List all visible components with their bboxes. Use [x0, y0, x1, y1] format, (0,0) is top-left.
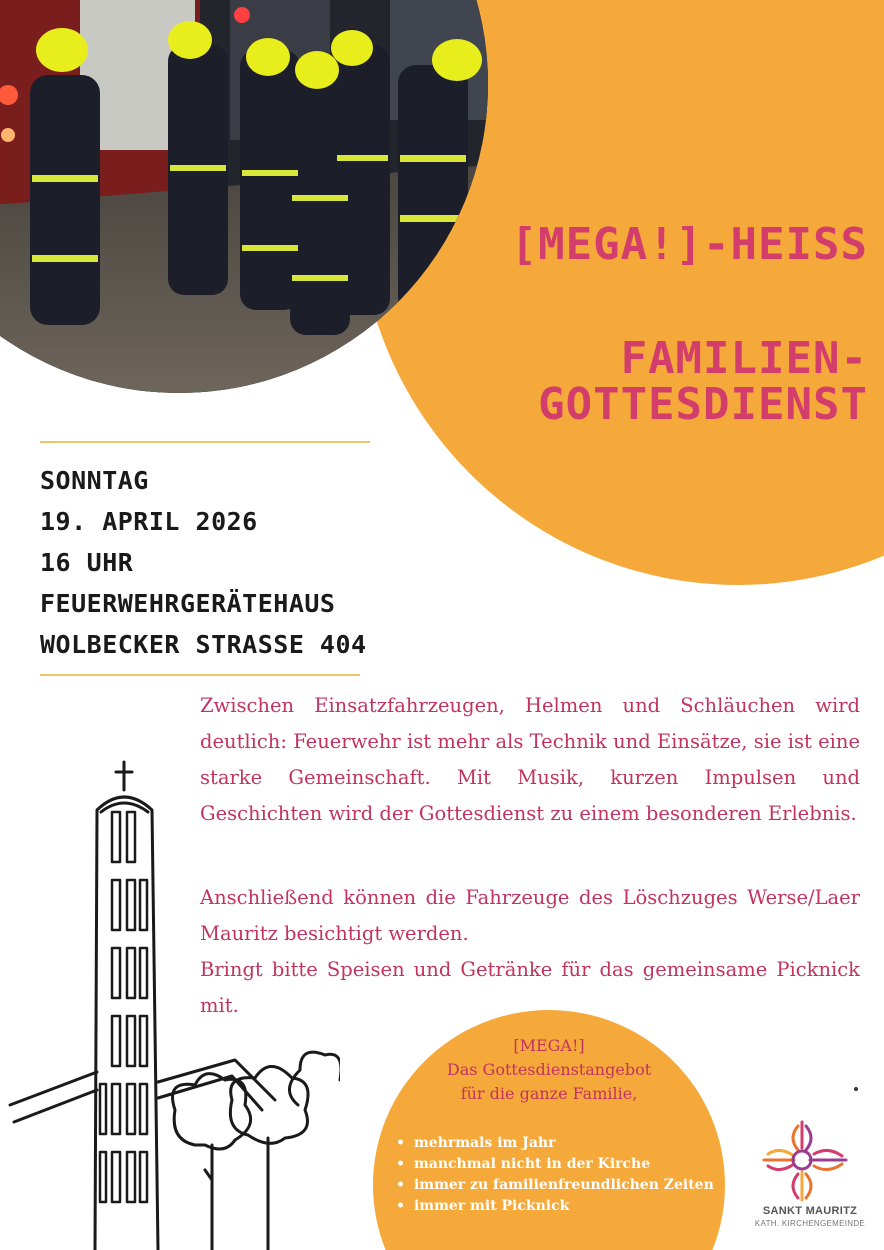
offer-bullet: • mehrmals im Jahr — [396, 1133, 714, 1154]
headline-line-gottesdienst: GOTTESDIENST — [538, 379, 868, 430]
event-date: 19. APRIL 2026 — [40, 507, 258, 536]
firefighters-photo — [0, 0, 488, 393]
offer-subtitle-1: Das Gottesdienstangebot — [446, 1060, 652, 1079]
offer-bullet: • manchmal nicht in der Kirche — [396, 1154, 714, 1175]
divider-bottom — [40, 674, 360, 676]
offer-title: [MEGA!] — [513, 1036, 585, 1055]
description-paragraph-1: Zwischen Einsatzfahrzeugen, Helmen und Schläuchen wird deutlich: Feuerwehr ist mehr als Technik und Einsätze, sie ist eine starke Gemeinschaft. Mit Musik, kurzen Impulsen und Geschichten wird der Gottesdienst zu einem besonderen Erlebnis. — [200, 694, 860, 825]
event-details — [40, 460, 367, 665]
logo-name: SANKT MAURITZ — [762, 1205, 858, 1217]
firefighters-illustration — [0, 0, 488, 393]
offer-bullet: • immer mit Picknick — [396, 1196, 714, 1217]
divider-top — [40, 441, 370, 443]
logo-subtitle: KATH. KIRCHENGEMEINDE — [754, 1219, 866, 1228]
headline-mega-heiss: [MEGA!]-HEISS — [510, 219, 868, 270]
description-paragraph-3: Bringt bitte Speisen und Getränke für das gemeinsame Picknick mit. — [200, 958, 860, 1017]
description-paragraph-2: Anschließend können die Fahrzeuge des Löschzuges Werse/Laer Mauritz besichtigt werden. — [200, 886, 860, 945]
church-tower-drawing-icon — [0, 750, 340, 1250]
sankt-mauritz-cross-logo-icon — [758, 1118, 854, 1204]
offer-bullet: • immer zu familienfreundlichen Zeiten — [396, 1175, 714, 1196]
headline-familiengottesdienst — [538, 333, 868, 430]
headline-line-familien: FAMILIEN- — [620, 333, 868, 384]
event-time: 16 UHR — [40, 548, 134, 577]
event-day: SONNTAG — [40, 466, 149, 495]
event-address: WOLBECKER STRASSE 404 — [40, 630, 367, 659]
offer-bullet-list — [396, 1133, 714, 1217]
decorative-dot — [854, 1087, 858, 1091]
event-place: FEUERWEHRGERÄTEHAUS — [40, 589, 336, 618]
offer-subtitle-2: für die ganze Familie, — [460, 1084, 638, 1103]
